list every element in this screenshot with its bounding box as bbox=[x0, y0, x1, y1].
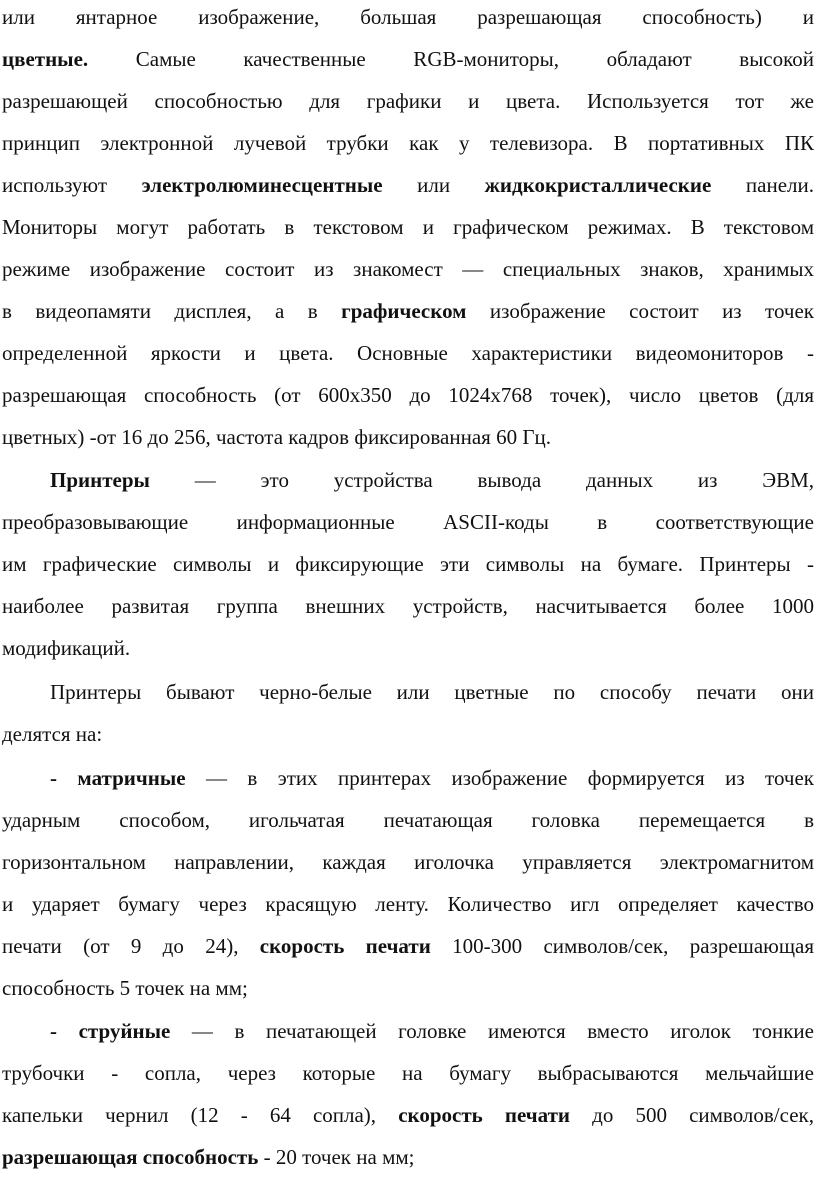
text-line: трубочки - сопла, через которые на бумагу выбрасываются мельчайшие bbox=[2, 1061, 814, 1085]
text-line: режиме изображение состоит из знакомест — специальных знаков, хранимых bbox=[2, 257, 814, 281]
bold-term: графическом bbox=[341, 299, 467, 323]
bold-term: Принтеры bbox=[50, 468, 150, 492]
text-line: - матричные — в этих принтерах изображение формируется из точек bbox=[50, 766, 814, 790]
text-line: Мониторы могут работать в текстовом и графическом режимах. В текстовом bbox=[2, 215, 814, 239]
text-line: цветные. Самые качественные RGB-мониторы, обладают высокой bbox=[2, 47, 814, 71]
text-line: разрешающая способность - 20 точек на мм; bbox=[2, 1145, 415, 1169]
text-line: - струйные — в печатающей головке имеются вместо иголок тонкие bbox=[50, 1019, 814, 1043]
text-line: Принтеры — это устройства вывода данных из ЭВМ, bbox=[50, 468, 814, 492]
text-line: делятся на: bbox=[2, 722, 103, 746]
text-line: модификаций. bbox=[2, 636, 131, 660]
bold-term: цветные. bbox=[2, 47, 89, 71]
text-line: разрешающая способность (от 600x350 до 1024x768 точек), число цветов (для bbox=[2, 383, 814, 407]
text-line: используют электролюминесцентные или жидкокристаллические панели. bbox=[2, 173, 814, 197]
text-line: наиболее развитая группа внешних устройств, насчитывается более 1000 bbox=[2, 594, 814, 618]
text-line: и ударяет бумагу через красящую ленту. Количество игл определяет качество bbox=[2, 892, 814, 916]
text-line: цветных) -от 16 до 256, частота кадров фиксированная 60 Гц. bbox=[2, 425, 551, 449]
text-line: определенной яркости и цвета. Основные характеристики видеомониторов - bbox=[2, 341, 814, 365]
text-line: преобразовывающие информационные ASCII-коды в соответствующие bbox=[2, 510, 814, 534]
bold-term: жидкокристаллические bbox=[484, 173, 712, 197]
text-line: или янтарное изображение, большая разрешающая способность) и bbox=[2, 5, 814, 29]
text-line: печати (от 9 до 24), скорость печати 100-300 символов/сек, разрешающая bbox=[2, 934, 814, 958]
text-line: капельки чернил (12 - 64 сопла), скорость печати до 500 символов/сек, bbox=[2, 1103, 814, 1127]
text-line: им графические символы и фиксирующие эти символы на бумаге. Принтеры - bbox=[2, 552, 814, 576]
text-line: Принтеры бывают черно-белые или цветные по способу печати они bbox=[50, 680, 814, 704]
bold-term: скорость печати bbox=[398, 1103, 570, 1127]
bold-term: - струйные bbox=[50, 1019, 171, 1043]
text-line: горизонтальном направлении, каждая иголочка управляется электромагнитом bbox=[2, 850, 814, 874]
text-line: принцип электронной лучевой трубки как у телевизора. В портативных ПК bbox=[2, 131, 814, 155]
bold-term: - матричные bbox=[50, 766, 186, 790]
text-line: разрешающей способностью для графики и цвета. Используется тот же bbox=[2, 89, 814, 113]
bold-term: электролюминесцентные bbox=[141, 173, 383, 197]
bold-term: разрешающая способность bbox=[2, 1145, 259, 1169]
text-line: в видеопамяти дисплея, а в графическом изображение состоит из точек bbox=[2, 299, 814, 323]
bold-term: скорость печати bbox=[259, 934, 431, 958]
text-line: способность 5 точек на мм; bbox=[2, 976, 248, 1000]
text-line: ударным способом, игольчатая печатающая головка перемещается в bbox=[2, 808, 814, 832]
